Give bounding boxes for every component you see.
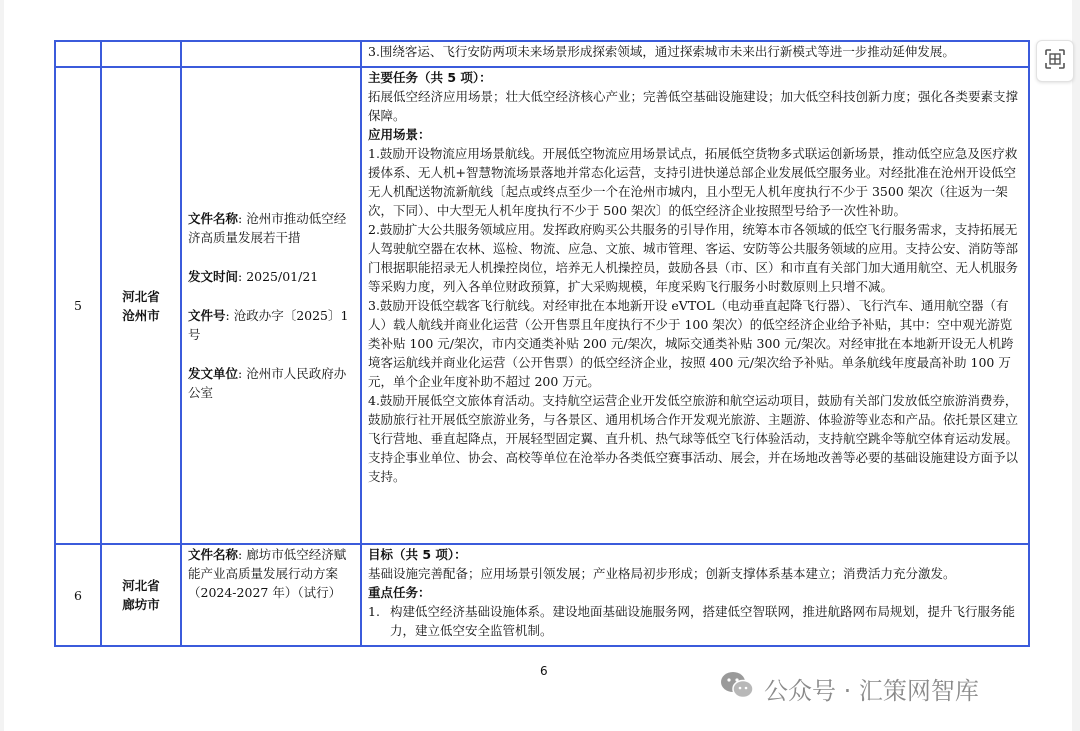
scan-icon	[1044, 48, 1066, 74]
goal-heading: 目标（共 5 项）：	[368, 547, 467, 562]
meta-cell	[181, 41, 361, 67]
row-number: 5	[74, 298, 82, 313]
city-label: 沧州市	[122, 307, 160, 323]
task-item	[368, 602, 1022, 640]
row-number: 6	[74, 587, 82, 603]
table-row	[55, 544, 1029, 646]
goal-text: 基础设施完善配备；应用场景引领发展；产业格局初步形成；创新支撑体系基本建立；消费活力充分激发。	[368, 566, 956, 581]
content-cell	[361, 67, 1029, 544]
watermark	[720, 668, 979, 708]
task-item-number: 1.	[368, 604, 380, 619]
main-task-heading: 主要任务（共 5 项）：	[368, 70, 492, 85]
document-name: 文件名称: 廊坊市低空经济赋能产业高质量发展行动方案（2024-2027 年）（试行）	[188, 547, 347, 600]
document-number: 文件号: 沧政办字〔2025〕1号	[188, 308, 349, 342]
table-row	[55, 67, 1029, 544]
city-cell	[101, 41, 181, 67]
city-cell	[101, 67, 181, 544]
province-label: 河北省	[122, 288, 160, 304]
scenario-heading: 应用场景：	[368, 127, 431, 142]
task-item-text: 构建低空经济基础设施体系。建设地面基础设施服务网，搭建低空智联网，推进航路网布局规划，提升飞行服务能力，建立低空安全监管机制。	[390, 604, 1016, 638]
number-cell	[55, 41, 101, 67]
number-cell	[55, 544, 101, 646]
scan-button[interactable]	[1036, 40, 1074, 82]
watermark-text: 公众号 · 汇策网智库	[764, 676, 979, 705]
number-cell	[55, 67, 101, 544]
wechat-icon	[720, 670, 754, 706]
page-number: 6	[540, 664, 548, 678]
scenario-item: 3.鼓励开设低空载客飞行航线。对经审批在本地新开设 eVTOL（电动垂直起降飞行器）、飞行汽车、通用航空器（有人）载人航线并商业化运营（公开售票且年度执行不少于 100 架次）的低空经济企业给予补贴，其中：空中观光游览类补贴 100 元/架次，市内交通类补贴 200 元/架次，城际交通类补贴 300 元/架次。对经审批在本地新开设无人机跨境客运航线并商业化运营（公开售票）的低空经济企业，按照 400 元/架次给予补贴。单条航线年度最高补助 100 万元，单个企业年度补助不超过 200 万元。	[368, 298, 1014, 389]
scenario-item: 1.鼓励开设物流应用场景航线。开展低空物流应用场景试点，拓展低空货物多式联运创新场景，推动低空应急及医疗救援体系、无人机+智慧物流场景落地并常态化运营，支持引进快递总部企业发展低空服务业。对经批准在沧州开设低空无人机配送物流新航线〔起点或终点至少一个在沧州市城内，且小型无人机年度执行不少于 3500 架次（往返为一架次，下同）、中大型无人机年度执行不少于 500 架次〕的低空经济企业按照型号给予一次性补助。	[368, 146, 1018, 218]
meta-cell	[181, 67, 361, 544]
city-label: 廊坊市	[122, 597, 160, 612]
main-task-text: 拓展低空经济应用场景；壮大低空经济核心产业；完善低空基础设施建设；加大低空科技创新力度；强化各类要素支撑保障。	[368, 89, 1019, 123]
content-cell	[361, 544, 1029, 646]
content-cell	[361, 41, 1029, 67]
city-cell	[101, 544, 181, 646]
task-heading: 重点任务：	[368, 585, 431, 600]
province-label: 河北省	[122, 578, 160, 593]
table-row	[55, 41, 1029, 67]
continuation-text: 3.围绕客运、飞行安防两项未来场景形成探索领域，通过探索城市未来出行新模式等进一步推动延伸发展。	[368, 44, 955, 59]
policy-table	[54, 40, 1030, 647]
document-name: 文件名称: 沧州市推动低空经济高质量发展若干措	[188, 211, 347, 245]
meta-cell	[181, 544, 361, 646]
scenario-item: 2.鼓励扩大公共服务领域应用。发挥政府购买公共服务的引导作用，统筹本市各领域的低空飞行服务需求，支持拓展无人驾驶航空器在农林、巡检、物流、应急、文旅、城市管理、客运、安防等公共服务领域的应用。支持公安、消防等部门根据职能招录无人机操控岗位，培养无人机操控员，鼓励各县（市、区）和市直有关部门加大通用航空、无人机服务等采购力度，列入各单位财政预算，扩大采购规模，年度采购飞行服务小时数原则上只增不减。	[368, 222, 1019, 294]
scenario-item: 4.鼓励开展低空文旅体育活动。支持航空运营企业开发低空旅游和航空运动项目，鼓励有关部门发放低空旅游消费券，鼓励旅行社开展低空旅游业务，与各景区、通用机场合作开发观光旅游、主题游、体验游等业态和产品。依托景区建立飞行营地、垂直起降点，开展轻型固定翼、直升机、热气球等低空飞行体验活动，支持航空跳伞等航空体育运动发展。支持企事业单位、协会、高校等单位在沧举办各类低空赛事活动、展会，并在场地改善等必要的基础设施建设方面予以支持。	[368, 393, 1019, 484]
issuing-unit: 发文单位: 沧州市人民政府办公室	[188, 366, 347, 400]
issue-date: 发文时间: 2025/01/21	[188, 269, 319, 284]
